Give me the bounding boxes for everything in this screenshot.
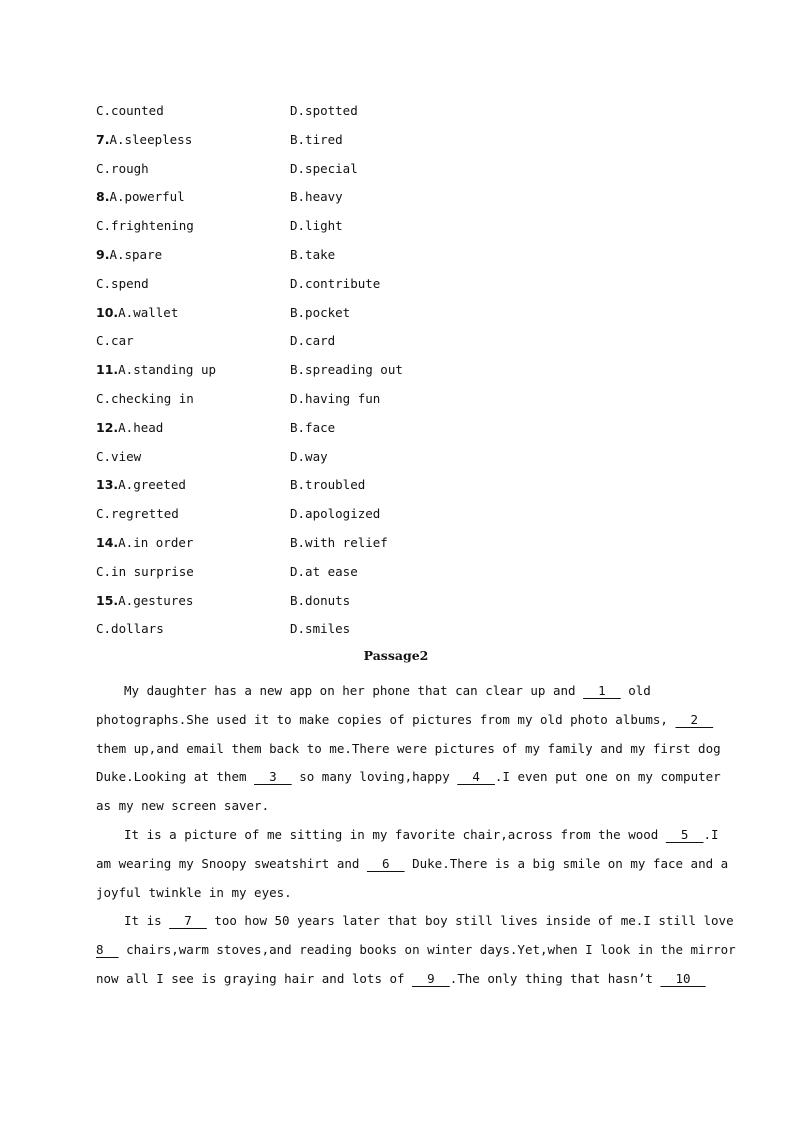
option-row [96,245,696,274]
option-left [96,504,179,524]
option-right: B.spreading out [290,362,403,378]
option-right: D.contribute [290,275,381,291]
passage-line [96,936,736,965]
option-text: A.head [118,419,164,435]
passage-text-segment: old [620,683,651,698]
option-left [96,591,193,611]
option-left [96,274,149,294]
passage-line [96,792,696,821]
option-left [96,389,194,409]
answer-blank: 5 [665,826,704,842]
option-left [96,533,193,553]
answer-options [96,101,696,648]
option-right: D.spotted [290,103,358,118]
passage-line [96,763,721,792]
option-right: B.face [290,419,336,435]
passage-text-segment: too how 50 years later that boy still lives inside of me.I still love [206,913,734,929]
option-text: C.regretted [96,506,179,522]
option-right: D.light [290,218,343,234]
passage-text-segment: Duke.There is a big smile on my face and a [404,855,729,871]
option-text: C.in surprise [96,563,194,579]
option-row [96,389,696,418]
passage-text-segment: It is [124,913,170,929]
answer-blank: 8 [96,942,119,958]
option-text: C.dollars [96,621,164,637]
passage-text-segment: photographs.She used it to make copies of pictures from my old photo albums, [96,711,676,727]
option-text: C.frightening [96,218,194,234]
option-right: D.having fun [290,390,381,406]
option-text: A.gestures [118,592,194,608]
option-left [96,245,162,265]
passage-text-segment: .The only thing that hasn’t [449,970,661,986]
passage-text [96,677,736,994]
option-left [96,303,178,323]
option-left [96,562,194,582]
question-number: 12. [96,419,119,435]
passage-line [96,735,721,764]
option-text: A.powerful [109,189,185,205]
option-text: A.standing up [118,362,216,378]
option-left [96,418,163,438]
passage-text-segment: now all I see is graying hair and lots of [96,970,413,986]
option-right: B.troubled [290,477,366,493]
option-row [96,130,696,159]
answer-blank: 1 [583,683,621,698]
question-number: 13. [96,477,119,493]
question-number: 11. [96,362,119,378]
answer-blank: 4 [457,769,495,785]
passage-line [96,965,706,994]
option-left [96,447,141,467]
option-row [96,504,696,533]
option-text: C.checking in [96,390,194,406]
option-right: B.tired [290,131,343,147]
option-left [96,331,134,351]
option-text: A.greeted [118,477,186,493]
option-row [96,447,696,476]
option-text: C.counted [96,103,164,118]
answer-blank: 2 [675,711,714,727]
question-number: 14. [96,534,119,550]
option-row [96,303,696,332]
option-row [96,187,696,216]
option-right: B.heavy [290,189,343,205]
option-text: C.spend [96,275,149,291]
option-row [96,331,696,360]
option-right: B.with relief [290,534,388,550]
passage-line [96,879,696,908]
passage-text-segment: them up,and email them back to me.There were pictures of my family and my first dog [96,740,721,756]
option-left [96,101,164,121]
option-row [96,418,696,447]
passage-text-segment: am wearing my Snoopy sweatshirt and [96,855,367,871]
option-row [96,216,696,245]
option-text: C.view [96,448,142,464]
option-row [96,475,696,504]
passage-text-segment: chairs,warm stoves,and reading books on winter days.Yet,when I look in the mirror [118,942,736,958]
passage-text-segment: .I even put one on my computer [494,769,721,785]
option-right: D.special [290,160,358,176]
answer-blank: 3 [254,769,292,785]
answer-blank: 10 [660,970,706,986]
answer-blank: 7 [169,913,207,929]
option-right: D.way [290,448,328,464]
passage-text-segment: It is a picture of me sitting in my favorite chair,across from the wood [124,826,666,842]
option-right: B.donuts [290,592,351,608]
option-row [96,360,696,389]
option-right: B.pocket [290,304,351,320]
answer-blank: 9 [412,970,450,986]
option-text: A.in order [118,534,194,550]
option-text: C.rough [96,160,149,176]
option-right: D.smiles [290,621,351,637]
option-text: A.sleepless [109,131,193,147]
passage-line [96,907,734,936]
option-left [96,130,192,150]
option-row [96,159,696,188]
passage-title: Passage2 [363,648,429,663]
passage-text-segment: so many loving,happy [291,769,458,785]
option-left [96,475,186,495]
option-left [96,187,185,207]
passage-line [96,706,714,735]
question-number: 15. [96,592,119,608]
passage-text-segment: My daughter has a new app on her phone that can clear up and [124,683,584,698]
option-text: A.spare [109,246,163,262]
passage-text-segment: Duke.Looking at them [96,769,255,785]
passage-text-segment: .I [703,826,719,842]
option-text: C.car [96,333,134,349]
answer-blank: 6 [366,855,405,871]
passage-text-segment: joyful twinkle in my eyes. [96,884,292,900]
passage-line [96,677,696,706]
passage-line [96,850,729,879]
question-number: 9. [96,246,110,262]
option-left [96,360,216,380]
option-right: D.card [290,333,336,349]
option-left [96,619,164,639]
option-text: A.wallet [118,304,179,320]
option-right: B.take [290,246,336,262]
passage-text-segment: as my new screen saver. [96,798,270,814]
option-row [96,533,696,562]
option-left [96,159,149,179]
option-row [96,591,696,620]
option-left [96,216,194,236]
option-row [96,274,696,303]
option-row [96,619,696,648]
question-number: 10. [96,304,119,320]
question-number: 8. [96,189,110,205]
option-right: D.at ease [290,563,358,579]
option-row [96,101,696,130]
question-number: 7. [96,131,110,147]
option-right: D.apologized [290,506,381,522]
passage-line [96,821,719,850]
document-page [96,101,736,986]
option-row [96,562,696,591]
